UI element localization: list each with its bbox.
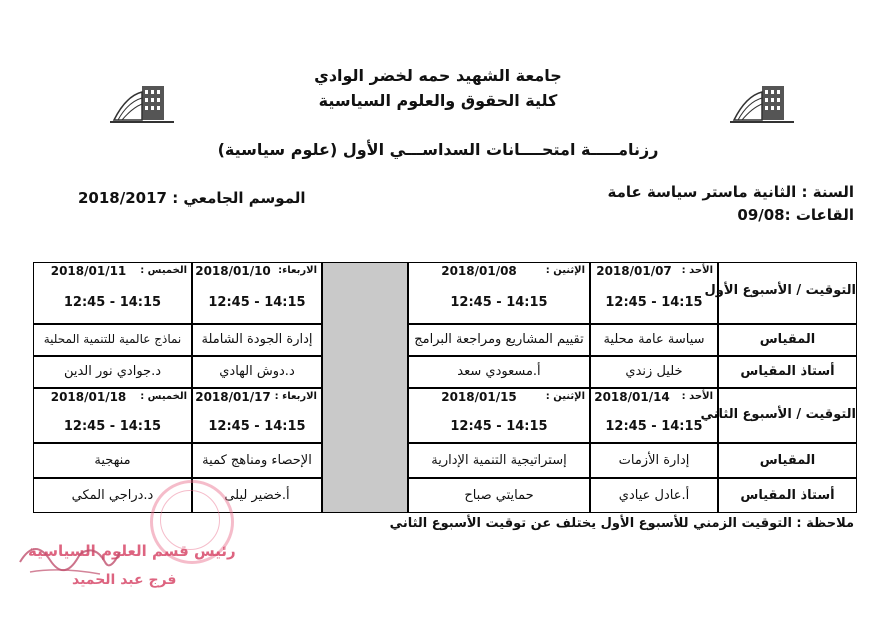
week1-monday-slot [408,262,590,324]
week1-wednesday-module [192,324,322,356]
exam-date: 2018/01/18 [50,390,127,404]
professor-name: أ.عادل عيادي [618,488,690,503]
professor-name: د.دراجي المكي [71,488,154,503]
exam-date: 2018/01/15 [441,390,517,404]
professor-name: أ.خضير ليلى [224,488,290,503]
week1-monday-module [408,324,590,356]
professor-name: حمايتي صباح [464,488,534,503]
day-name: الأحد : [681,265,713,276]
page-title: رزنامـــــة امتحــــانات السداســـي الأول (علوم سياسية) [217,140,659,159]
week1-monday-professor [408,356,590,388]
professor-label-cell-2 [718,478,857,513]
professor-name: د.دوش الهادي [219,364,295,379]
week1-wednesday-professor [192,356,322,388]
module-name: تقييم المشاريع ومراجعة البرامج [414,332,584,347]
exam-date: 2018/01/11 [50,264,127,278]
signature-title: رئيس قسم العلوم السياسية [28,542,236,560]
week1-label-cell [704,262,857,324]
module-name: إستراتيجية التنمية الإدارية [431,453,567,468]
faculty-name: كلية الحقوق والعلوم السياسية [318,91,558,110]
module-name: إدارة الأزمات [618,453,690,468]
day-name: الاربعاء : [274,391,317,402]
module-name: سياسة عامة محلية [603,332,705,347]
exam-date: 2018/01/10 [195,264,271,278]
module-name: إدارة الجودة الشاملة [201,332,313,347]
week2-monday-professor [408,478,590,513]
module-name: منهجية [94,453,131,468]
professor-name: خليل زندي [625,364,683,379]
exam-time: 12:45 - 14:15 [63,419,162,434]
exam-time: 12:45 - 14:15 [63,295,162,310]
exam-date: 2018/01/07 [596,264,672,278]
week2-label-cell [700,388,857,443]
week1-thursday-professor [33,356,192,388]
week1-thursday-module [33,324,192,356]
rooms-label: القاعات :09/08 [737,206,854,224]
week2-sunday-slot [590,388,718,443]
week1-sunday-module [590,324,718,356]
exam-date: 2018/01/17 [195,390,271,404]
week2-wednesday-slot [192,388,322,443]
week1-sunday-professor [590,356,718,388]
week2-sunday-module [590,443,718,478]
year-label: السنة : الثانية ماستر سياسة عامة [607,183,854,201]
exam-time: 12:45 - 14:15 [450,419,548,434]
exam-time: 12:45 - 14:15 [208,419,306,434]
module-name: نماذج عالمية للتنمية المحلية [43,332,182,346]
professor-name: د.جوادي نور الدين [63,364,162,379]
exam-time: 12:45 - 14:15 [208,295,306,310]
week2-thursday-slot [33,388,192,443]
note-text: ملاحظة : التوقيت الزمني للأسبوع الأول يختلف عن توقيت الأسبوع الثاني [389,516,854,531]
week1-label: التوقيت / الأسبوع الأول [704,283,856,298]
exam-date: 2018/01/14 [594,390,670,404]
day-name: الخميس : [140,265,187,276]
week1-sunday-slot [590,262,718,324]
day-name: الإثنين : [545,265,585,276]
module-label: المقياس [759,453,816,468]
official-stamp-inner [160,490,220,550]
week2-sunday-professor [590,478,718,513]
week1-thursday-slot [33,262,192,324]
university-name: جامعة الشهيد حمه لخضر الوادي [314,66,562,85]
season-label: الموسم الجامعي : 2018/2017 [78,189,306,207]
module-label-cell-1 [718,324,857,356]
module-label: المقياس [759,332,816,347]
handwritten-signature [10,532,130,582]
exam-time: 12:45 - 14:15 [450,295,548,310]
week1-wednesday-slot [192,262,322,324]
day-name: الخميس : [140,391,187,402]
professor-name: أ.مسعودي سعد [457,364,541,379]
professor-label: أستاذ المقياس [740,364,835,379]
week2-wednesday-module [192,443,322,478]
day-name: الإثنين : [545,391,585,402]
module-label-cell-2 [718,443,857,478]
professor-label: أستاذ المقياس [740,488,835,503]
professor-label-cell-1 [718,356,857,388]
signature-name: فرج عبد الحميد [72,572,177,588]
week2-label: التوقيت / الأسبوع الثاني [700,407,856,422]
week2-monday-module [408,443,590,478]
exam-time: 12:45 - 14:15 [605,419,703,434]
exam-time: 12:45 - 14:15 [605,295,703,310]
day-name: الاربعاء: [278,265,317,276]
week2-monday-slot [408,388,590,443]
empty-day-column [322,262,408,513]
exam-date: 2018/01/08 [441,264,517,278]
module-name: الإحصاء ومناهج كمية [202,453,312,468]
day-name: الأحد : [681,391,713,402]
university-logo-right [728,78,798,138]
university-logo-left [108,78,178,138]
week2-thursday-module [33,443,192,478]
